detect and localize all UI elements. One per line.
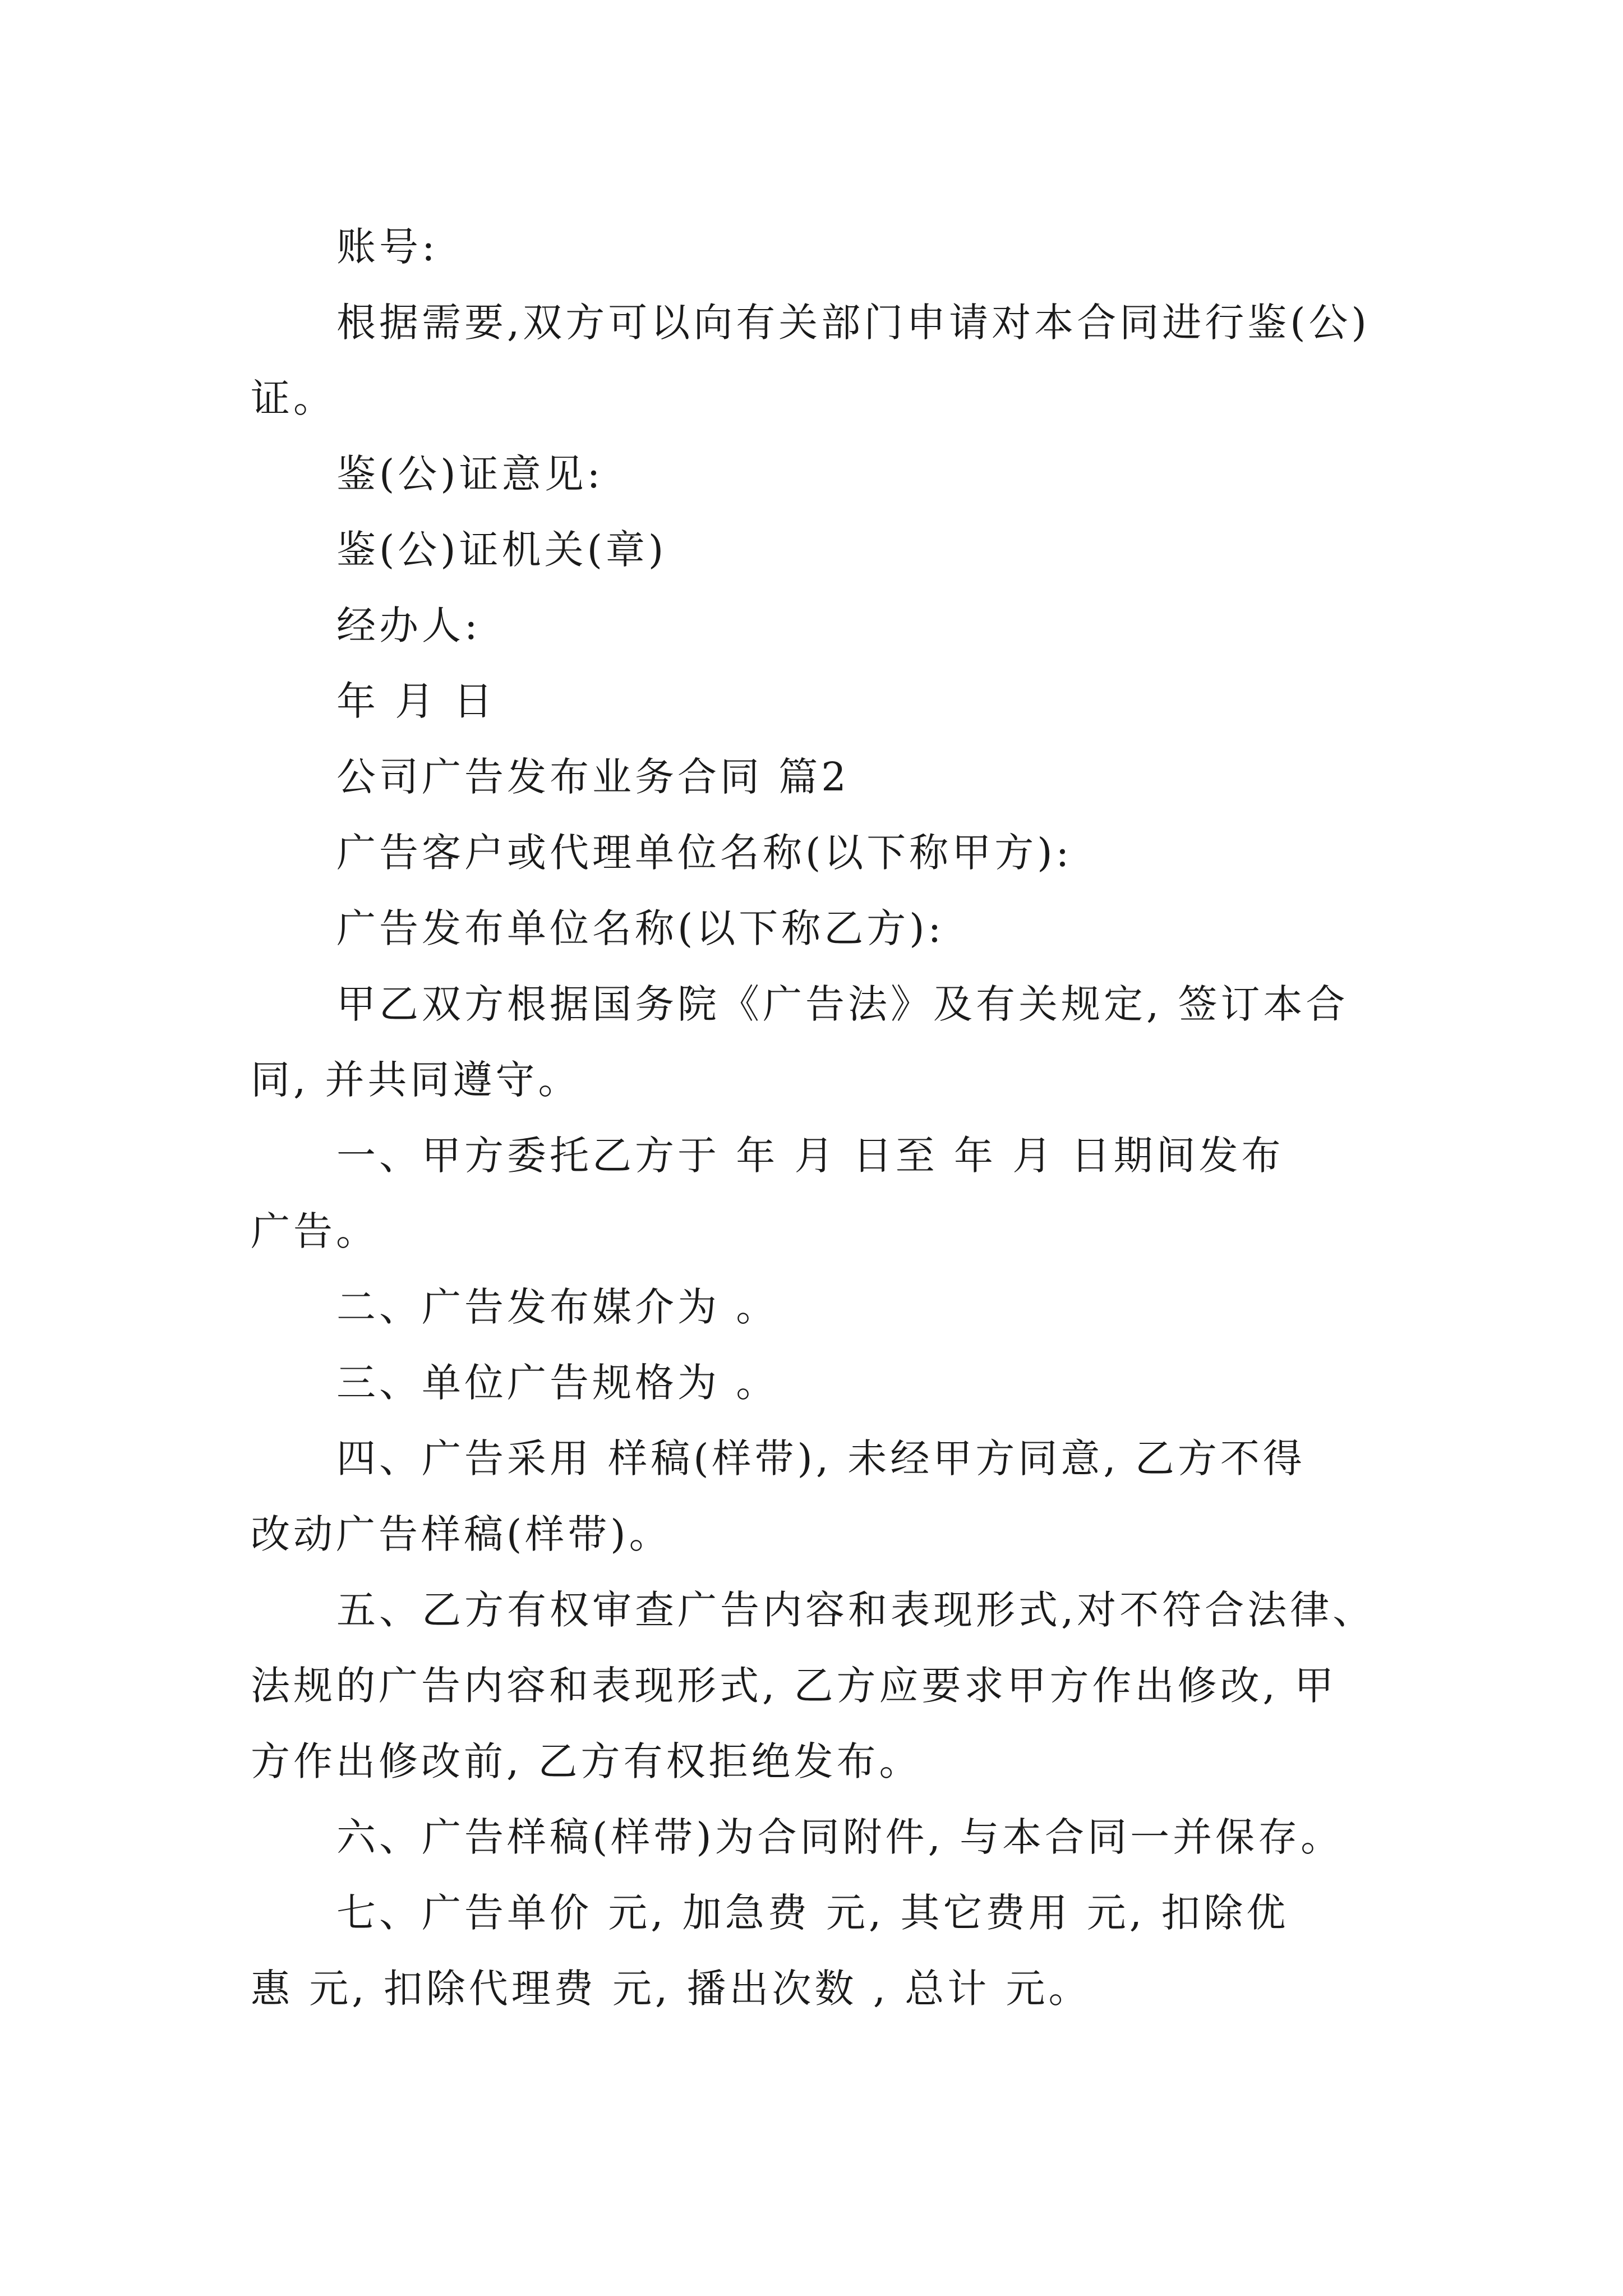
clause-5-line-3: 方作出修改前, 乙方有权拒绝发布。 bbox=[251, 1738, 922, 1784]
clause-5-line-2: 法规的广告内容和表现形式, 乙方应要求甲方作出修改, 甲 bbox=[251, 1663, 1338, 1709]
notarization-authority-line: 鉴(公)证机关(章) bbox=[336, 527, 667, 573]
handler-line: 经办人: bbox=[336, 602, 481, 648]
clause-4-line-2: 改动广告样稿(样带)。 bbox=[251, 1511, 672, 1557]
account-line: 账号: bbox=[336, 224, 439, 270]
preamble-line-2: 同, 并共同遵守。 bbox=[251, 1057, 581, 1103]
clause-1-line-1: 一、甲方委托乙方于 年 月 日至 年 月 日期间发布 bbox=[336, 1133, 1284, 1179]
notarization-opinion-line: 鉴(公)证意见: bbox=[336, 451, 604, 497]
clause-7-line-1: 七、广告单价 元, 加急费 元, 其它费用 元, 扣除优 bbox=[336, 1890, 1289, 1936]
party-a-line: 广告客户或代理单位名称(以下称甲方): bbox=[336, 830, 1073, 876]
party-b-line: 广告发布单位名称(以下称乙方): bbox=[336, 905, 945, 951]
preamble-line-1: 甲乙双方根据国务院《广告法》及有关规定, 签订本合 bbox=[336, 981, 1349, 1027]
clause-4-line-1: 四、广告采用 样稿(样带), 未经甲方同意, 乙方不得 bbox=[336, 1435, 1306, 1481]
clause-3-line: 三、单位广告规格为 。 bbox=[336, 1360, 779, 1406]
clause-6-line: 六、广告样稿(样带)为合同附件, 与本合同一并保存。 bbox=[336, 1814, 1344, 1860]
clause-7-line-2: 惠 元, 扣除代理费 元, 播出次数 , 总计 元。 bbox=[251, 1966, 1091, 2012]
date-line: 年 月 日 bbox=[336, 678, 496, 724]
clause-1-line-2: 广告。 bbox=[251, 1208, 379, 1254]
paragraph-notarization-line-1: 根据需要,双方可以向有关部门申请对本合同进行鉴(公) bbox=[336, 300, 1370, 346]
clause-5-line-1: 五、乙方有权审查广告内容和表现形式,对不符合法律、 bbox=[336, 1587, 1376, 1633]
paragraph-notarization-line-2: 证。 bbox=[251, 375, 336, 421]
clause-2-line: 二、广告发布媒介为 。 bbox=[336, 1284, 779, 1330]
section-title: 公司广告发布业务合同 篇2 bbox=[336, 754, 850, 800]
